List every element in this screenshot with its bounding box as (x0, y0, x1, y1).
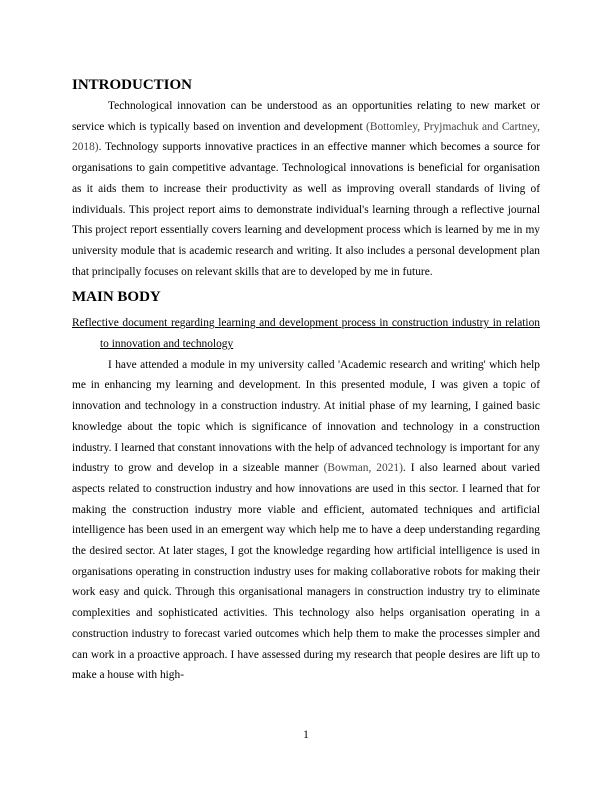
main-body-subheading: Reflective document regarding learning and development process in construction industry in relation to innovation and technology (72, 317, 540, 351)
main-body-text-b: . I also learned about varied aspects related to construction industry and how innovations are used in this sector. I learned that for making the construction industry more viable and efficient, automated techniques and artificial intelligence has been used in an emergent way which help me to have a deep understanding regarding the desired sector. At later stages, I got the knowledge regarding how artificial intelligence is used in organisations operating in construction industry uses for making collaborative robots for making their work easy and quick. Through this organisational managers in construction industry try to eliminate complexities and sophisticated activities. This technology also helps organisation operating in a construction industry to forecast varied outcomes which help them to make the processes simpler and can work in a proactive approach. I have assessed during my research that people desires are lift up to make a house with high- (72, 462, 540, 682)
introduction-heading: INTRODUCTION (72, 77, 193, 93)
introduction-text-a: Technological innovation can be understood as an opportunities relating to new market or service which is typically based on invention and development (72, 100, 540, 133)
page-content (72, 74, 540, 686)
main-body-text-a: I have attended a module in my university called 'Academic research and writing' which help me in enhancing my learning and development. In this presented module, I was given a topic of innovation and technology in a construction industry. At initial phase of my learning, I gained basic knowledge about the topic which is significance of innovation and technology in a construction industry. I learned that constant innovations with the help of advanced technology is important for any industry to grow and develop in a sizeable manner (72, 358, 540, 475)
page-number: 1 (303, 729, 309, 741)
introduction-citation: (Bottomley, Pryjmachuk and Cartney, 2018) (72, 120, 540, 154)
main-body-heading: MAIN BODY (72, 289, 161, 306)
introduction-text-b: . Technology supports innovative practices in an effective manner which becomes a source for organisations to gain competitive advantage. Technological innovations is beneficial for organisation as it aids them to increase their productivity as well as improving overall standards of living of individuals. This project report aims to demonstrate individual's learning through a reflective journal This project report essentially covers learning and development process which is learned by me in my university module that is academic research and writing. It also includes a personal development plan that principally focuses on relevant skills that are to developed by me in future. (72, 141, 540, 278)
main-body-citation: (Bowman, 2021) (323, 462, 403, 475)
main-body-paragraph (72, 355, 540, 686)
introduction-paragraph (72, 96, 540, 282)
